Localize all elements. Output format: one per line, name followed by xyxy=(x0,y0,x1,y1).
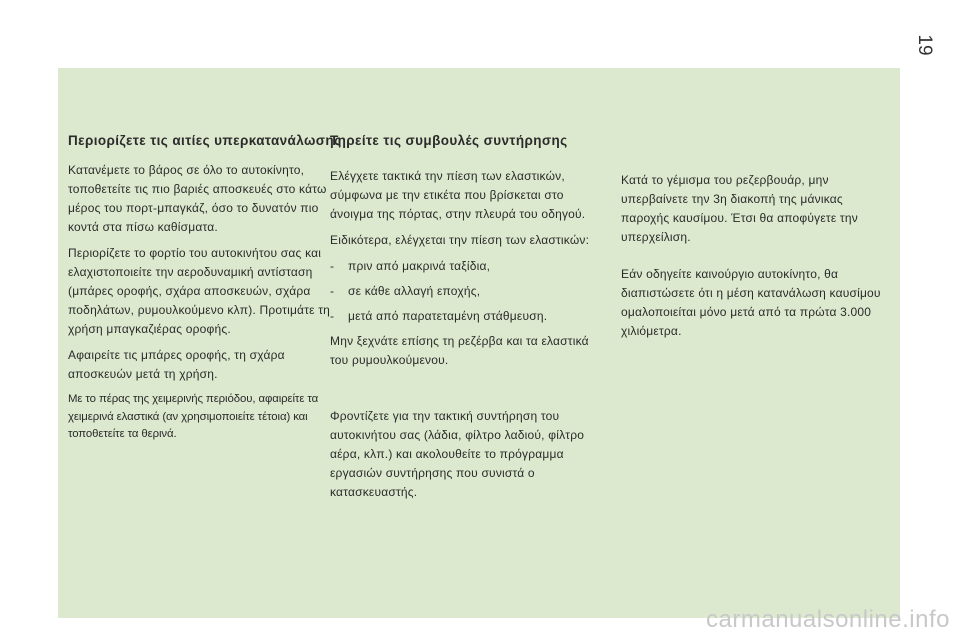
paragraph-remove-roof-bars: Αφαιρείτε τις μπάρες οροφής, τη σχάρα αποσκευών μετά τη χρήση. xyxy=(68,348,285,381)
spacer xyxy=(330,377,600,407)
bullet-dash: - xyxy=(330,284,335,298)
paragraph-tyre-pressure: Ελέγχετε τακτικά την πίεση των ελαστικών, σύμφωνα με την ετικέτα που βρίσκεται στο άνοιγμα της πόρτας, στην πλευρά του οδηγού. xyxy=(330,169,586,221)
column-reduce-causes xyxy=(68,132,342,451)
paragraph-reduce-load: Περιορίζετε το φορτίο του αυτοκινήτου σας και ελαχιστοποιείτε την αεροδυναμική αντίσταση (μπάρες οροφής, σχάρα αποσκευών, σχάρα ποδηλάτων, ρυμουλκούμενο κλπ). Προτιμάτε τη χρήση μπαγκαζιέρας οροφής. xyxy=(68,246,331,336)
paragraph-spare-wheel: Μην ξεχνάτε επίσης τη ρεζέρβα και τα ελαστικά του ρυμουλκούμενου. xyxy=(330,334,589,367)
paragraph-winter-tyres: Με το πέρας της χειμερινής περιόδου, αφαιρείτε τα χειμερινά ελαστικά (αν χρησιμοποιείτε τέτοια) και τοποθετείτε τα θερινά. xyxy=(68,393,319,440)
paragraph-new-vehicle: Εάν οδηγείτε καινούργιο αυτοκίνητο, θα διαπιστώσετε ότι η μέση κατανάλωση καυσίμου ομαλοποιείται μόνο μετά από τα πρώτα 3.000 χιλιόμετρα. xyxy=(621,267,881,338)
list-check-occasions xyxy=(330,257,600,326)
heading-maintenance-advice: Τηρείτε τις συμβουλές συντήρησης xyxy=(330,133,568,148)
list-item-text: πριν από μακρινά ταξίδια, xyxy=(348,259,491,273)
page-number: 19 xyxy=(914,34,935,56)
list-item xyxy=(330,307,600,326)
bullet-dash: - xyxy=(330,259,335,273)
column-maintenance-advice xyxy=(330,132,600,509)
watermark: carmanualsonline.info xyxy=(706,606,950,633)
paragraph-regular-service: Φροντίζετε για την τακτική συντήρηση του αυτοκινήτου σας (λάδια, φίλτρο λαδιού, φίλτρο αέρα, κλπ.) και ακολουθείτε το πρόγραμμα εργασιών συντήρησης που συνιστά ο κατασκευαστής. xyxy=(330,409,585,499)
bullet-dash: - xyxy=(330,309,335,323)
paragraph-weight-distribution: Κατανέμετε το βάρος σε όλο το αυτοκίνητο, τοποθετείτε τις πιο βαριές αποσκευές στο κάτω μέρος του πορτ-μπαγκάζ, όσο το δυνατόν πιο κοντά στα πίσω καθίσματα. xyxy=(68,163,327,234)
list-item-text: μετά από παρατεταμένη στάθμευση. xyxy=(348,309,548,323)
column-fuel-advice xyxy=(621,171,891,359)
list-item xyxy=(330,282,600,301)
list-item xyxy=(330,257,600,276)
heading-reduce-causes: Περιορίζετε τις αιτίες υπερκατανάλωσης xyxy=(68,133,342,148)
content-panel xyxy=(58,68,900,618)
list-item-text: σε κάθε αλλαγή εποχής, xyxy=(348,284,481,298)
paragraph-refuelling: Κατά το γέμισμα του ρεζερβουάρ, μην υπερβαίνετε την 3η διακοπή της μάνικας παροχής καυσίμου. Έτσι θα αποφύγετε την υπερχείλιση. xyxy=(621,173,858,244)
paragraph-check-specifically: Ειδικότερα, ελέγχεται την πίεση των ελαστικών: xyxy=(330,233,590,247)
